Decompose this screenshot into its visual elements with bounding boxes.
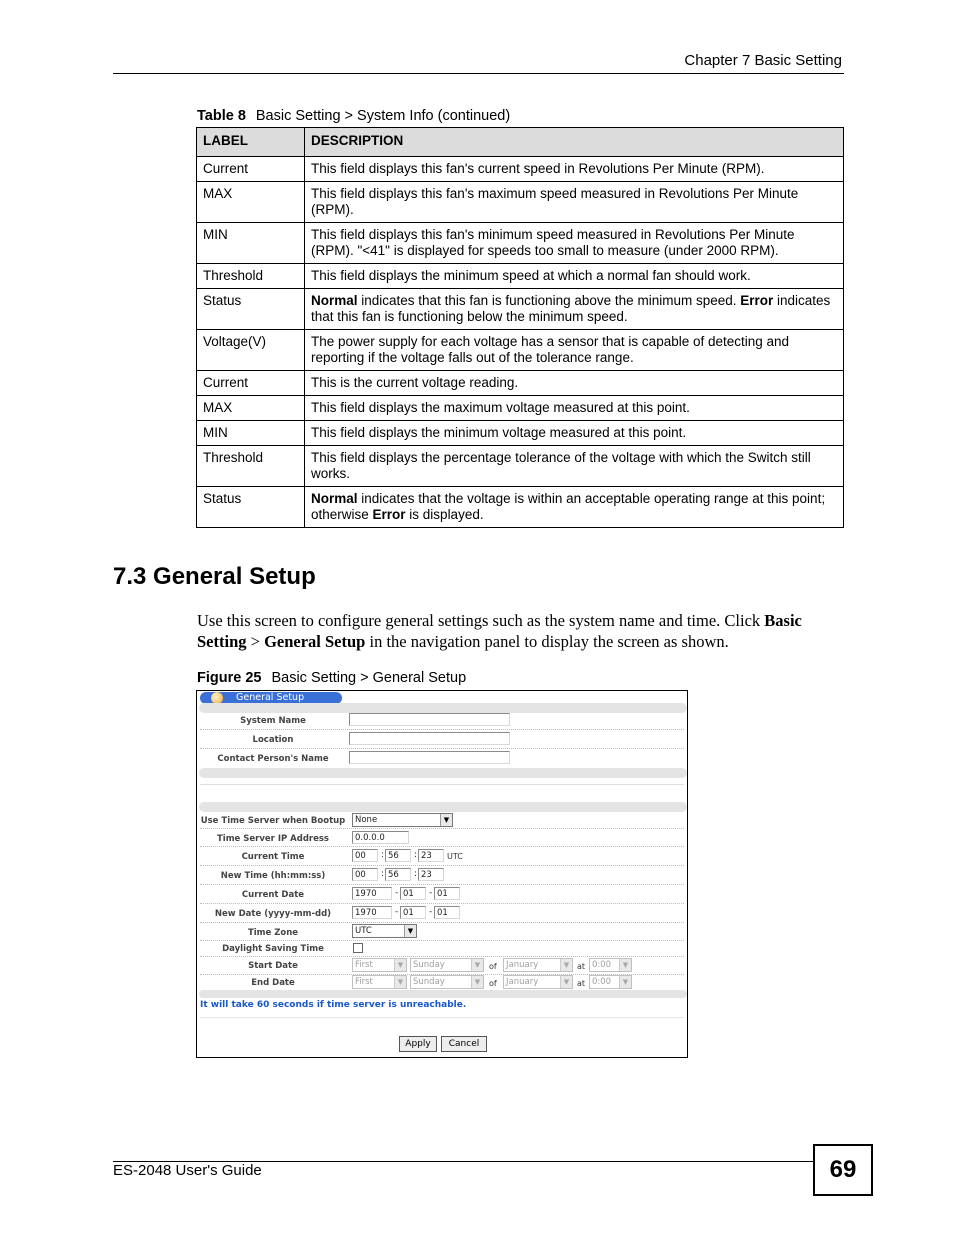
body-text: in the navigation panel to display the screen as shown. bbox=[365, 632, 729, 651]
body-text: Use this screen to configure general settings such as the system name and time. Click bbox=[197, 611, 765, 630]
column-header-label: LABEL bbox=[197, 128, 305, 157]
current-time-label: Current Time bbox=[241, 852, 305, 862]
selected-value: January bbox=[506, 977, 539, 987]
row-description: This field displays this fan's maximum speed measured in Revolutions Per Minute (RPM). bbox=[305, 182, 844, 223]
start-time-select[interactable] bbox=[589, 958, 632, 972]
separator: - bbox=[429, 888, 433, 898]
row-description: This field displays the percentage tolerance of the voltage with which the Switch still works. bbox=[305, 446, 844, 487]
current-minute-field: 56 bbox=[385, 849, 411, 862]
dropdown-arrow-icon: ▼ bbox=[560, 976, 572, 988]
dst-label: Daylight Saving Time bbox=[222, 944, 324, 954]
table-row bbox=[197, 446, 844, 487]
row-label: MIN bbox=[197, 421, 305, 446]
selected-value: None bbox=[355, 815, 378, 825]
divider bbox=[200, 783, 684, 785]
dropdown-arrow-icon: ▼ bbox=[394, 976, 406, 988]
selected-value: January bbox=[506, 960, 539, 970]
figure-caption-text: Basic Setting > General Setup bbox=[271, 670, 467, 686]
timeout-note: It will take 60 seconds if time server is unreachable. bbox=[200, 1000, 467, 1010]
new-minute-input[interactable]: 56 bbox=[385, 868, 411, 881]
selected-value: 0:00 bbox=[592, 960, 612, 970]
system-name-label: System Name bbox=[240, 716, 306, 726]
figure-number: Figure 25 bbox=[197, 670, 262, 686]
divider bbox=[200, 1016, 684, 1018]
form-row bbox=[200, 829, 684, 847]
start-week-select[interactable] bbox=[352, 958, 407, 972]
bold-term: Normal bbox=[311, 293, 358, 308]
form-row bbox=[200, 885, 684, 904]
table-caption bbox=[197, 108, 510, 124]
bold-term: Error bbox=[740, 293, 774, 308]
form-row bbox=[200, 711, 684, 730]
form-row bbox=[200, 811, 684, 829]
row-description: This is the current voltage reading. bbox=[305, 371, 844, 396]
separator: - bbox=[429, 907, 433, 917]
selected-value: Sunday bbox=[413, 960, 445, 970]
current-day-field: 01 bbox=[434, 887, 460, 900]
end-day-select[interactable] bbox=[410, 975, 484, 989]
form-row bbox=[200, 941, 684, 957]
table-row bbox=[197, 223, 844, 264]
row-description bbox=[305, 289, 844, 330]
separator: : bbox=[381, 869, 385, 879]
of-label: of bbox=[489, 979, 497, 988]
row-label: MAX bbox=[197, 182, 305, 223]
new-day-input[interactable]: 01 bbox=[434, 906, 460, 919]
header-rule bbox=[113, 73, 844, 74]
row-label: MIN bbox=[197, 223, 305, 264]
table-number: Table 8 bbox=[197, 108, 246, 124]
row-description: This field displays the minimum speed at which a normal fan should work. bbox=[305, 264, 844, 289]
row-label: Current bbox=[197, 157, 305, 182]
current-second-field: 23 bbox=[418, 849, 444, 862]
separator: : bbox=[414, 850, 418, 860]
row-label: Status bbox=[197, 487, 305, 528]
bold-term: Normal bbox=[311, 491, 358, 506]
desc-text: indicates that this fan is functioning below the minimum speed. bbox=[311, 293, 831, 324]
column-header-description: DESCRIPTION bbox=[305, 128, 844, 157]
contact-input[interactable] bbox=[349, 751, 510, 764]
form-row bbox=[200, 730, 684, 749]
form-row bbox=[200, 904, 684, 923]
new-hour-input[interactable]: 00 bbox=[352, 868, 378, 881]
new-second-input[interactable]: 23 bbox=[418, 868, 444, 881]
table-row bbox=[197, 157, 844, 182]
general-setup-screenshot bbox=[196, 690, 688, 1058]
section-body bbox=[197, 610, 837, 652]
time-zone-select[interactable] bbox=[352, 924, 417, 938]
selected-value: First bbox=[355, 977, 373, 987]
of-label: of bbox=[489, 962, 497, 971]
row-label: Status bbox=[197, 289, 305, 330]
form-row bbox=[200, 749, 684, 767]
location-input[interactable] bbox=[349, 732, 510, 745]
end-date-label: End Date bbox=[251, 978, 295, 988]
form-row bbox=[200, 957, 684, 975]
selected-value: UTC bbox=[355, 926, 372, 936]
table-row bbox=[197, 421, 844, 446]
time-zone-label: Time Zone bbox=[247, 928, 299, 938]
current-date-label: Current Date bbox=[241, 890, 305, 900]
current-hour-field: 00 bbox=[352, 849, 378, 862]
end-week-select[interactable] bbox=[352, 975, 407, 989]
row-description: This field displays the maximum voltage measured at this point. bbox=[305, 396, 844, 421]
desc-text: indicates that this fan is functioning above the minimum speed. bbox=[357, 293, 741, 308]
form-row bbox=[200, 847, 684, 866]
desc-text: is displayed. bbox=[405, 507, 484, 522]
dropdown-arrow-icon: ▼ bbox=[560, 959, 572, 971]
start-day-select[interactable] bbox=[410, 958, 484, 972]
time-server-ip-input[interactable]: 0.0.0.0 bbox=[352, 831, 409, 844]
separator: : bbox=[381, 850, 385, 860]
dropdown-arrow-icon: ▼ bbox=[471, 976, 483, 988]
start-date-label: Start Date bbox=[248, 961, 298, 971]
use-time-server-label: Use Time Server when Bootup bbox=[200, 816, 346, 826]
desc-text: indicates that the voltage is within an acceptable operating range at this point; otherwise bbox=[311, 491, 826, 522]
end-time-select[interactable] bbox=[589, 975, 632, 989]
dst-checkbox[interactable] bbox=[353, 943, 363, 953]
selected-value: First bbox=[355, 960, 373, 970]
row-label: Current bbox=[197, 371, 305, 396]
tab-title: General Setup bbox=[236, 692, 305, 703]
chapter-header: Chapter 7 Basic Setting bbox=[684, 52, 842, 69]
selected-value: Sunday bbox=[413, 977, 445, 987]
time-server-select[interactable] bbox=[352, 813, 453, 827]
row-description: The power supply for each voltage has a sensor that is capable of detecting and reporting if the voltage falls out of the tolerance range. bbox=[305, 330, 844, 371]
separator: : bbox=[414, 869, 418, 879]
separator: - bbox=[395, 907, 399, 917]
table-row bbox=[197, 487, 844, 528]
body-text: > bbox=[246, 632, 265, 651]
row-label: Threshold bbox=[197, 446, 305, 487]
utc-label: UTC bbox=[447, 852, 463, 861]
new-date-label: New Date (yyyy-mm-dd) bbox=[214, 909, 332, 919]
row-label: Voltage(V) bbox=[197, 330, 305, 371]
dropdown-arrow-icon: ▼ bbox=[619, 976, 631, 988]
separator: - bbox=[395, 888, 399, 898]
selected-value: 0:00 bbox=[592, 977, 612, 987]
apply-button[interactable]: Apply bbox=[399, 1036, 437, 1052]
new-year-input[interactable]: 1970 bbox=[352, 906, 392, 919]
dropdown-arrow-icon: ▼ bbox=[440, 814, 452, 826]
row-label: MAX bbox=[197, 396, 305, 421]
section-title: 7.3 General Setup bbox=[113, 563, 316, 590]
location-label: Location bbox=[252, 735, 294, 745]
table-row bbox=[197, 330, 844, 371]
table-row bbox=[197, 396, 844, 421]
system-info-table bbox=[196, 127, 844, 528]
time-server-ip-label: Time Server IP Address bbox=[216, 834, 329, 844]
menu-term: Basic Setting bbox=[197, 611, 802, 651]
dropdown-arrow-icon: ▼ bbox=[394, 959, 406, 971]
at-label: at bbox=[577, 979, 586, 988]
row-label: Threshold bbox=[197, 264, 305, 289]
row-description bbox=[305, 487, 844, 528]
cancel-button[interactable]: Cancel bbox=[441, 1036, 487, 1052]
row-description: This field displays this fan's minimum speed measured in Revolutions Per Minute (RPM). "<41" is displayed for speeds too small to measure (under 2000 RPM). bbox=[305, 223, 844, 264]
row-description: This field displays this fan's current speed in Revolutions Per Minute (RPM). bbox=[305, 157, 844, 182]
bold-term: Error bbox=[372, 507, 406, 522]
dropdown-arrow-icon: ▼ bbox=[404, 925, 416, 937]
start-month-select[interactable] bbox=[503, 958, 573, 972]
table-caption-text: Basic Setting > System Info (continued) bbox=[255, 108, 511, 124]
table-row bbox=[197, 371, 844, 396]
contact-label: Contact Person's Name bbox=[217, 754, 329, 764]
panel-band bbox=[199, 990, 687, 998]
table-row bbox=[197, 289, 844, 330]
table-header-row bbox=[197, 128, 844, 157]
dropdown-arrow-icon: ▼ bbox=[619, 959, 631, 971]
system-name-input[interactable] bbox=[349, 713, 510, 726]
dropdown-arrow-icon: ▼ bbox=[471, 959, 483, 971]
figure-caption bbox=[197, 670, 466, 686]
form-row bbox=[200, 975, 684, 991]
new-time-label: New Time (hh:mm:ss) bbox=[220, 871, 326, 881]
menu-term: General Setup bbox=[264, 632, 366, 651]
row-description: This field displays the minimum voltage measured at this point. bbox=[305, 421, 844, 446]
new-month-input[interactable]: 01 bbox=[400, 906, 426, 919]
current-year-field: 1970 bbox=[352, 887, 392, 900]
guide-title: ES-2048 User's Guide bbox=[113, 1162, 262, 1179]
panel-band bbox=[199, 768, 687, 778]
table-row bbox=[197, 182, 844, 223]
page-number: 69 bbox=[813, 1144, 873, 1196]
form-row bbox=[200, 866, 684, 885]
at-label: at bbox=[577, 962, 586, 971]
form-row bbox=[200, 923, 684, 941]
end-month-select[interactable] bbox=[503, 975, 573, 989]
current-month-field: 01 bbox=[400, 887, 426, 900]
table-row bbox=[197, 264, 844, 289]
